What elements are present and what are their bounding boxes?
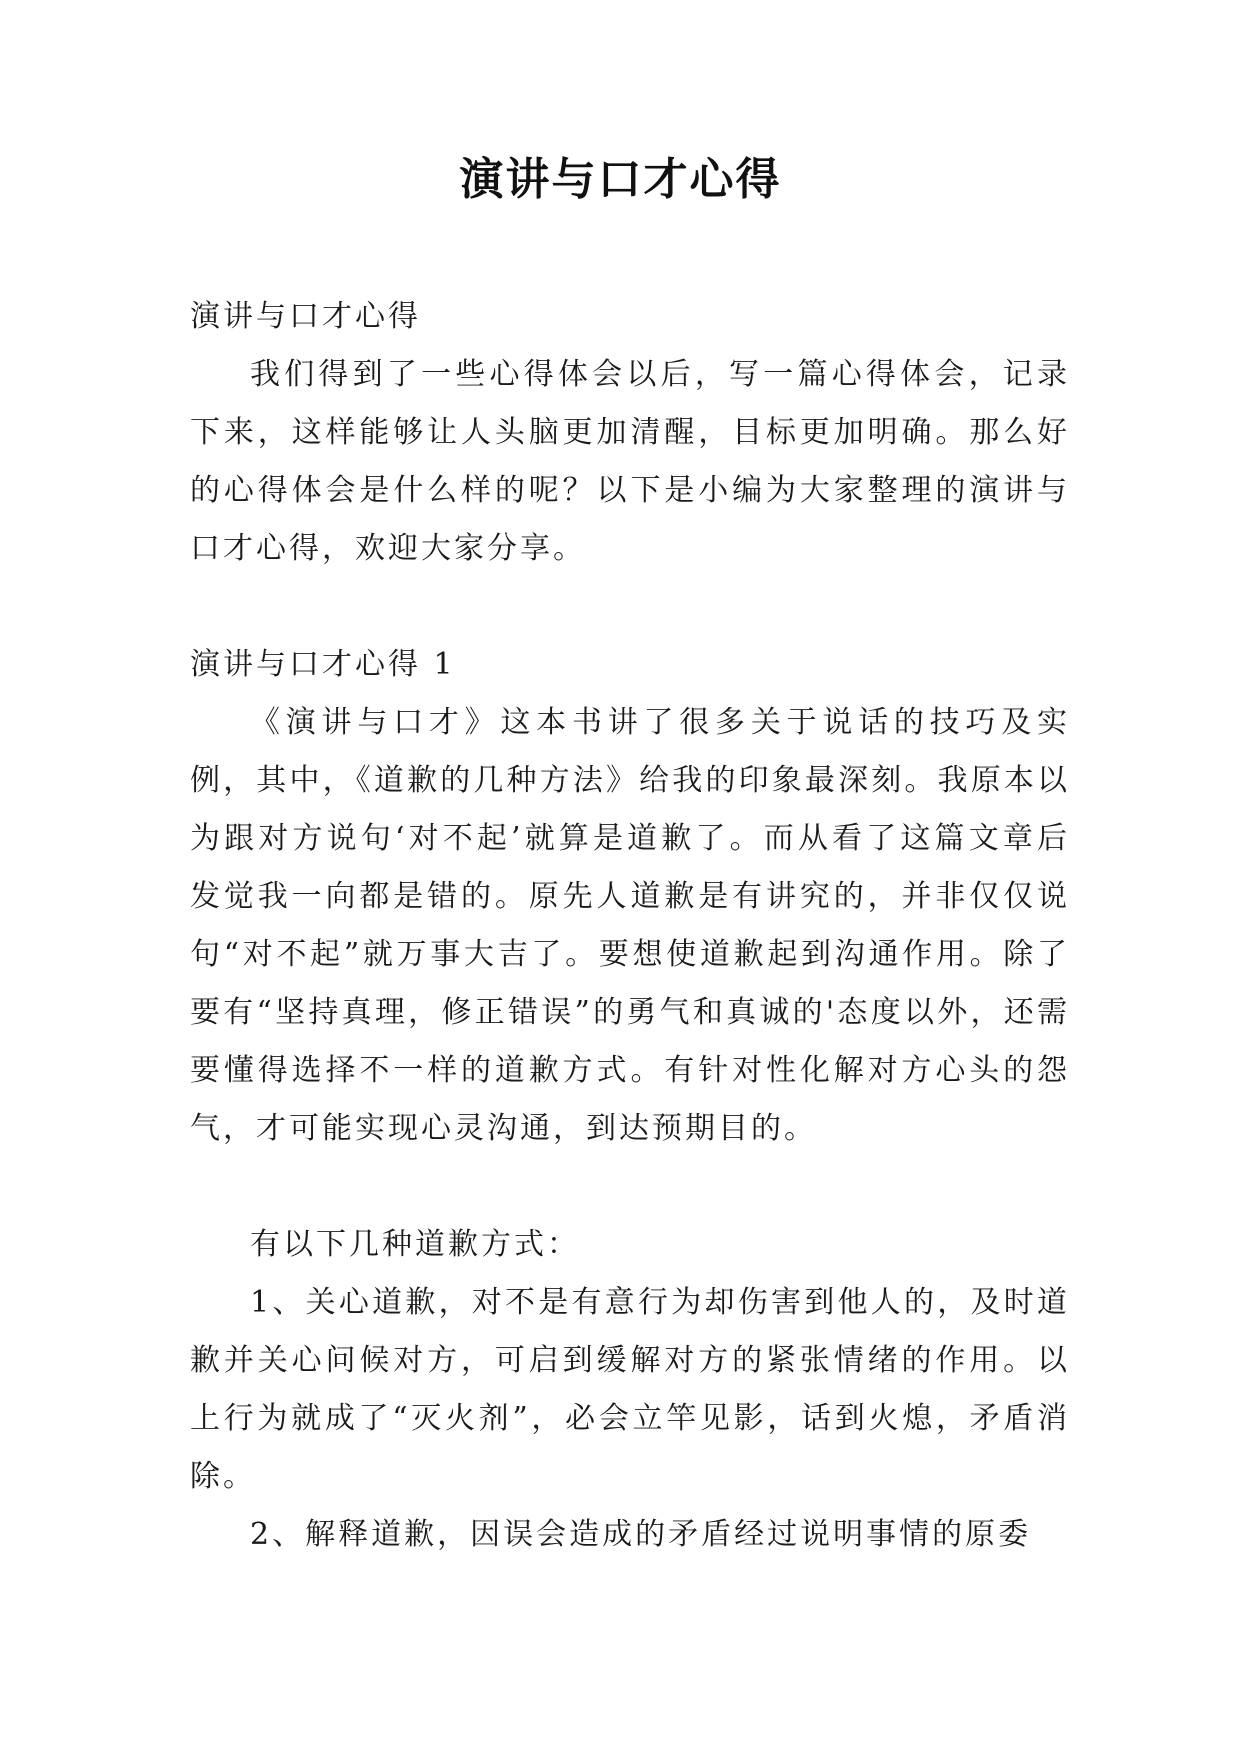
- section-heading: 演讲与口才心得 1: [190, 647, 456, 682]
- methods-intro: 有以下几种道歉方式：: [250, 1227, 580, 1262]
- paragraph-spacer: [190, 578, 1070, 636]
- method-item-1: 1、关心道歉，对不是有意行为却伤害到他人的，及时道歉并关心问候对方，可启到缓解对方的紧张情绪的作用。以上行为就成了“灭火剂”，必会立竿见影，话到火熄，矛盾消除。: [190, 1285, 1070, 1494]
- document-title: 演讲与口才心得: [459, 154, 782, 205]
- method-item-2: 2、解释道歉，因误会造成的矛盾经过说明事情的原委: [250, 1517, 1032, 1552]
- document-subtitle: 演讲与口才心得: [190, 299, 421, 334]
- section-paragraph: 《演讲与口才》这本书讲了很多关于说话的技巧及实例，其中，《道歉的几种方法》给我的印象最深刻。我原本以为跟对方说句‘对不起’就算是道歉了。而从看了这篇文章后发觉我一向都是错的。原先人道歉是有讲究的，并非仅仅说句“对不起”就万事大吉了。要想使道歉起到沟通作用。除了要有“坚持真理，修正错误”的勇气和真诚的'态度以外，还需要懂得选择不一样的道歉方式。有针对性化解对方心头的怨气，才可能实现心灵沟通，到达预期目的。: [190, 705, 1070, 1146]
- document-body: [190, 288, 1070, 1564]
- paragraph-spacer: [190, 1158, 1070, 1216]
- intro-paragraph: 我们得到了一些心得体会以后，写一篇心得体会，记录下来，这样能够让人头脑更加清醒，目标更加明确。那么好的心得体会是什么样的呢？以下是小编为大家整理的演讲与口才心得，欢迎大家分享。: [190, 357, 1070, 566]
